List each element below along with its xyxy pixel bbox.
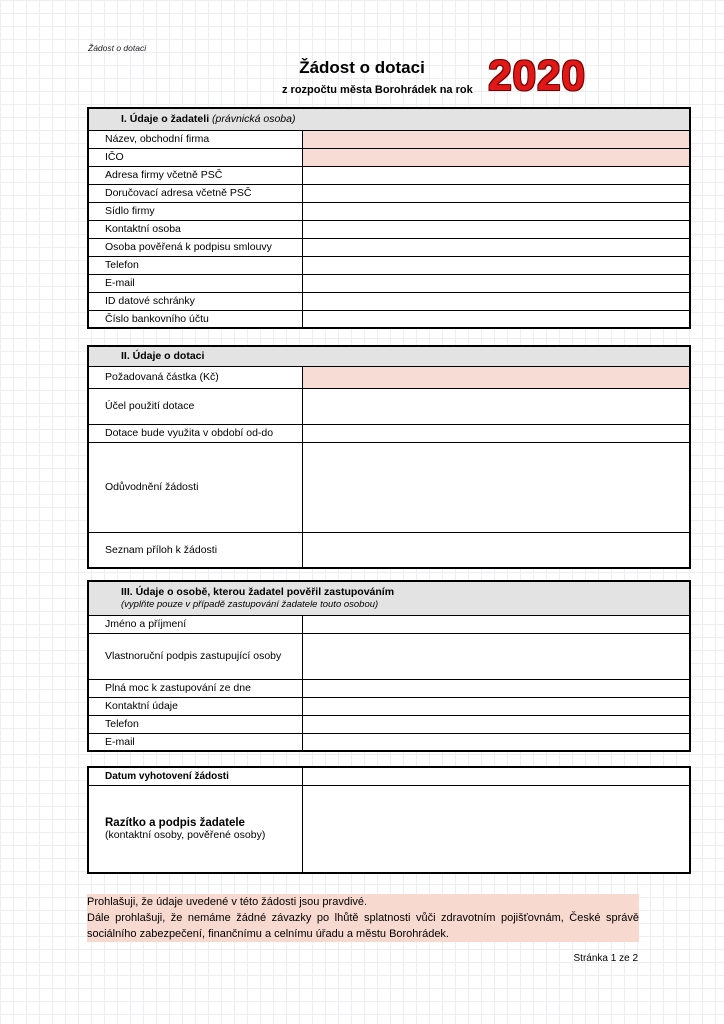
rep-email-field[interactable]	[302, 733, 690, 751]
rep-name-field[interactable]	[302, 615, 690, 633]
field-label: IČO	[88, 148, 302, 166]
year-badge: 2020	[488, 52, 586, 100]
field-label: Odůvodnění žádosti	[88, 442, 302, 532]
power-of-attorney-field[interactable]	[302, 679, 690, 697]
field-label: Adresa firmy včetně PSČ	[88, 166, 302, 184]
justification-field[interactable]	[302, 442, 690, 532]
field-label: ID datové schránky	[88, 292, 302, 310]
field-label: Datum vyhotovení žádosti	[88, 767, 302, 785]
attachments-field[interactable]	[302, 532, 690, 568]
stamp-note: (kontaktní osoby, pověřené osoby)	[105, 828, 266, 841]
field-label: Požadovaná částka (Kč)	[88, 366, 302, 388]
page-subtitle: z rozpočtu města Borohrádek na rok	[282, 84, 473, 96]
field-label: Jméno a příjmení	[88, 615, 302, 633]
field-label: Doručovací adresa včetně PSČ	[88, 184, 302, 202]
field-label: E-mail	[88, 733, 302, 751]
field-label: Plná moc k zastupování ze dne	[88, 679, 302, 697]
declaration-line: Dále prohlašuji, že nemáme žádné závazky po lhůtě splatnosti vůči zdravotním pojišťovnám, České správě sociálního zabezpečení, finančnímu a celnímu úřadu a městu Borohrádek.	[87, 912, 639, 940]
running-head: Žádost o dotaci	[88, 43, 147, 53]
field-label: Sídlo firmy	[88, 202, 302, 220]
section-representative	[87, 580, 691, 752]
section-signature	[87, 766, 691, 874]
section-title: I. Údaje o žadateli (právnická osoba)	[88, 108, 690, 130]
field-label: Kontaktní údaje	[88, 697, 302, 715]
phone-field[interactable]	[302, 256, 690, 274]
section-note: (vyplňte pouze v případě zastupování žadatele touto osobou)	[121, 599, 379, 611]
field-label: Kontaktní osoba	[88, 220, 302, 238]
field-label: Dotace bude využita v období od-do	[88, 424, 302, 442]
stamp-label-cell	[88, 785, 302, 873]
field-label: Účel použití dotace	[88, 388, 302, 424]
rep-phone-field[interactable]	[302, 715, 690, 733]
amount-field[interactable]	[302, 366, 690, 388]
delivery-address-field[interactable]	[302, 184, 690, 202]
declaration	[87, 894, 639, 942]
section-applicant	[87, 107, 691, 329]
purpose-field[interactable]	[302, 388, 690, 424]
field-label: Číslo bankovního účtu	[88, 310, 302, 328]
field-label: Osoba pověřená k podpisu smlouvy	[88, 238, 302, 256]
field-label: E-mail	[88, 274, 302, 292]
field-label: Telefon	[88, 256, 302, 274]
page-title: Žádost o dotaci	[299, 58, 425, 77]
seat-field[interactable]	[302, 202, 690, 220]
email-field[interactable]	[302, 274, 690, 292]
contact-person-field[interactable]	[302, 220, 690, 238]
ico-field[interactable]	[302, 148, 690, 166]
bank-account-field[interactable]	[302, 310, 690, 328]
data-box-field[interactable]	[302, 292, 690, 310]
stamp-label: Razítko a podpis žadatele	[105, 816, 245, 829]
field-label: Název, obchodní firma	[88, 130, 302, 148]
date-field[interactable]	[302, 767, 690, 785]
section-title: III. Údaje o osobě, kterou žadatel pověřil zastupováním (vyplňte pouze v případě zastupování žadatele touto osobou)	[88, 581, 690, 615]
signatory-field[interactable]	[302, 238, 690, 256]
field-label: Vlastnoruční podpis zastupující osoby	[88, 633, 302, 679]
rep-contact-field[interactable]	[302, 697, 690, 715]
stamp-signature-field[interactable]	[302, 785, 690, 873]
section-grant	[87, 345, 691, 569]
field-label: Seznam příloh k žádosti	[88, 532, 302, 568]
rep-signature-field[interactable]	[302, 633, 690, 679]
company-address-field[interactable]	[302, 166, 690, 184]
company-name-field[interactable]	[302, 130, 690, 148]
declaration-line: Prohlašuji, že údaje uvedené v této žádosti jsou pravdivé.	[87, 896, 368, 908]
period-field[interactable]	[302, 424, 690, 442]
page-number: Stránka 1 ze 2	[573, 953, 638, 964]
section-title: II. Údaje o dotaci	[88, 346, 690, 366]
field-label: Telefon	[88, 715, 302, 733]
